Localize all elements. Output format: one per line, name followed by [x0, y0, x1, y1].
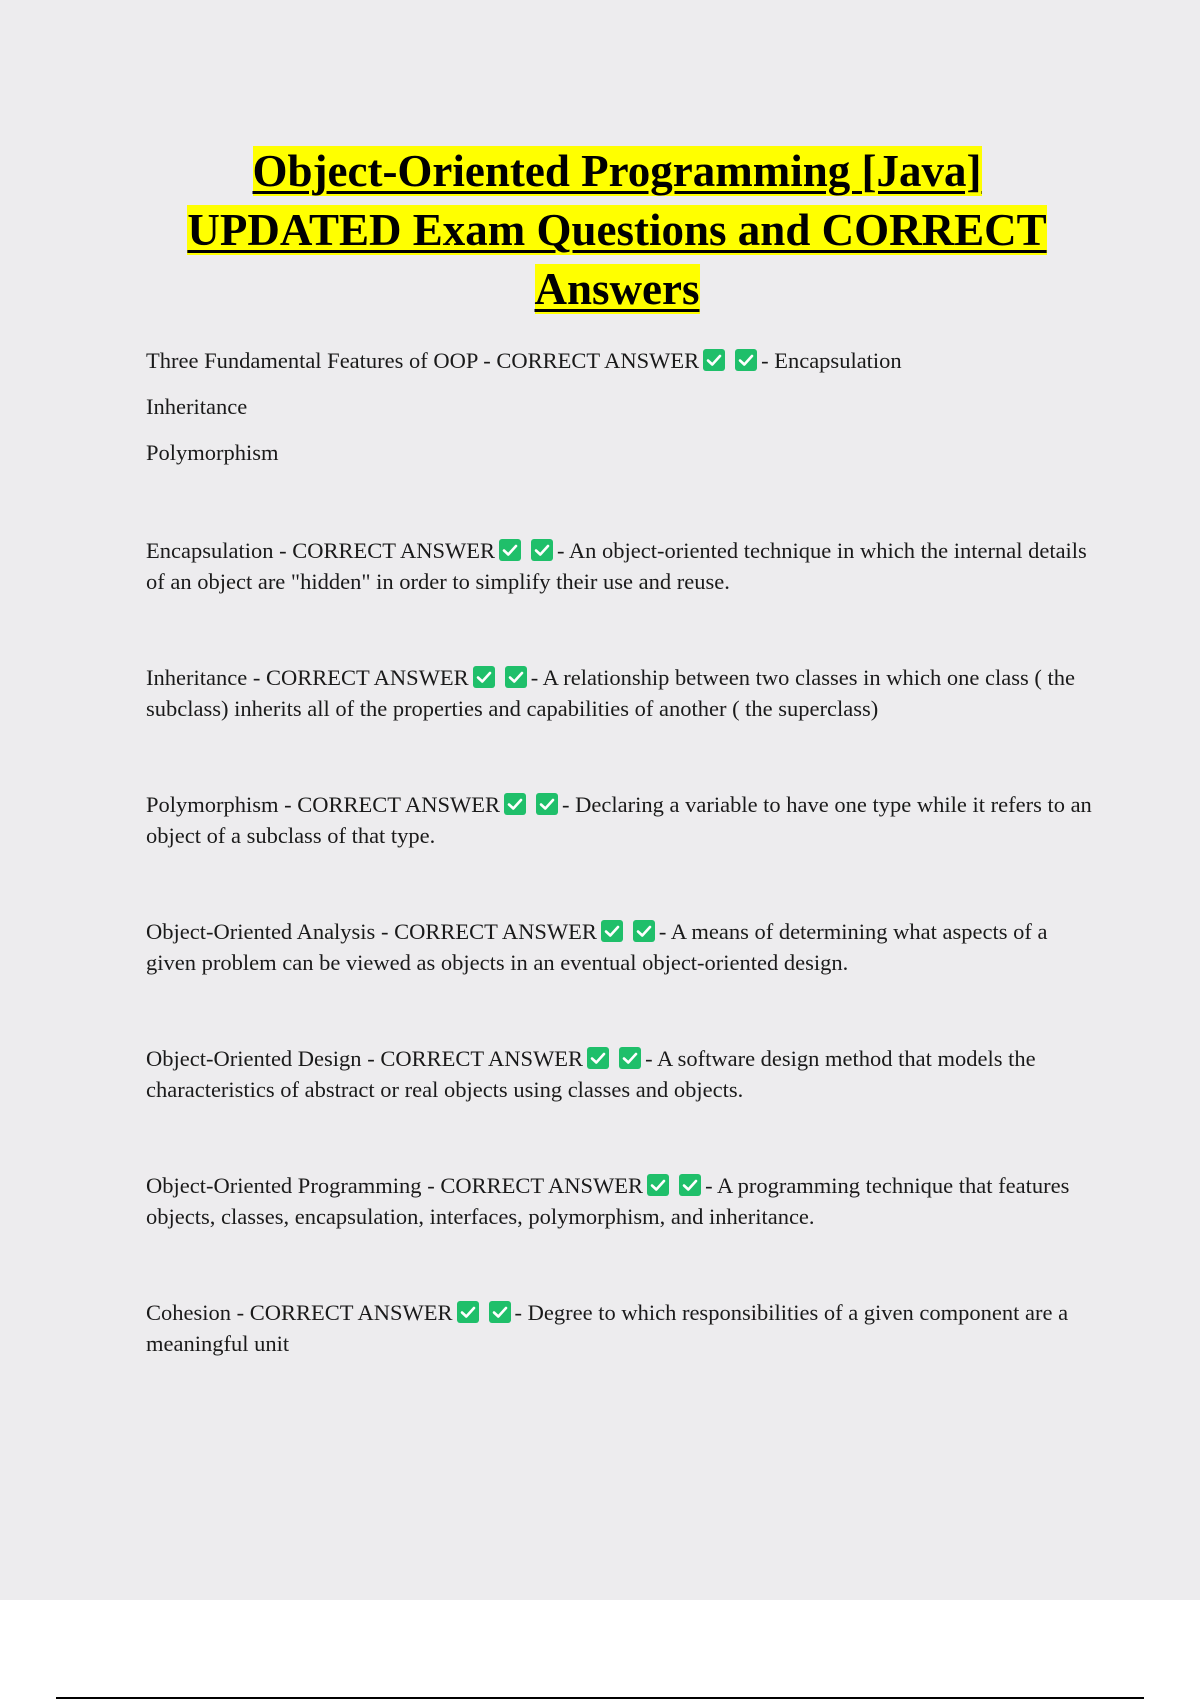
check-icon: [633, 920, 655, 942]
check-icon: [647, 1174, 669, 1196]
check-icon: [587, 1047, 609, 1069]
correct-answer-label: CORRECT ANSWER: [440, 1173, 644, 1198]
term: Inheritance: [146, 665, 248, 690]
qa-entry: Object-Oriented Analysis - CORRECT ANSWER - A means of determining what aspects of a given problem can be viewed as objects in an eventual object-oriented design.: [146, 919, 1048, 975]
correct-answer-label: CORRECT ANSWER: [297, 792, 501, 817]
check-icon: [457, 1301, 479, 1323]
check-icon: [679, 1174, 701, 1196]
term: Object-Oriented Programming: [146, 1173, 422, 1198]
correct-answer-label: CORRECT ANSWER: [394, 919, 597, 944]
answer: A software design method that models the characteristics of abstract or real objects using classes and objects.: [146, 1046, 1036, 1102]
page-bottom-margin: [0, 1600, 1200, 1700]
check-icon: [499, 539, 521, 561]
correct-answer-label: CORRECT ANSWER: [292, 538, 495, 563]
qa-entry: Cohesion - CORRECT ANSWER - Degree to which responsibilities of a given component are a meaningful unit: [146, 1300, 1069, 1356]
qa-entry: Three Fundamental Features of OOP - CORRECT ANSWER - Encapsulation: [146, 348, 902, 373]
answer: An object-oriented technique in which the internal details of an object are "hidden" in order to simplify their use and reuse.: [146, 538, 1087, 594]
title-line-3: Answers: [534, 264, 700, 314]
term: Object-Oriented Design: [146, 1046, 362, 1071]
check-icon: [619, 1047, 641, 1069]
term: Cohesion: [146, 1300, 232, 1325]
answer-line: Inheritance: [146, 394, 248, 419]
answer: A means of determining what aspects of a given problem can be viewed as objects in an eventual object-oriented design.: [146, 919, 1048, 975]
correct-answer-label: CORRECT ANSWER: [380, 1046, 584, 1071]
divider-line: [56, 1697, 1144, 1699]
title-line-1: Object-Oriented Programming [Java]: [252, 146, 982, 196]
answer: Declaring a variable to have one type while it refers to an object of a subclass of that type.: [146, 792, 1092, 848]
answer: Encapsulation: [774, 348, 902, 373]
answer-line: Polymorphism: [146, 440, 279, 465]
check-icon: [473, 666, 495, 688]
check-icon: [703, 349, 725, 371]
check-icon: [735, 349, 757, 371]
check-icon: [505, 666, 527, 688]
check-icon: [601, 920, 623, 942]
correct-answer-label: CORRECT ANSWER: [496, 348, 700, 373]
qa-entry: Inheritance - CORRECT ANSWER - A relationship between two classes in which one class ( the subclass) inherits all of the properties and capabilities of another ( the superclass): [146, 665, 1075, 721]
check-icon: [504, 793, 526, 815]
check-icon: [531, 539, 553, 561]
term: Encapsulation: [146, 538, 274, 563]
qa-entry: Object-Oriented Programming - CORRECT ANSWER - A programming technique that features objects, classes, encapsulation, interfaces, polymorphism, and inheritance.: [146, 1173, 1070, 1229]
term: Three Fundamental Features of OOP: [146, 348, 478, 373]
qa-entry: Encapsulation - CORRECT ANSWER - An object-oriented technique in which the internal details of an object are "hidden" in order to simplify their use and reuse.: [146, 538, 1087, 594]
qa-entry: Object-Oriented Design - CORRECT ANSWER - A software design method that models the characteristics of abstract or real objects using classes and objects.: [146, 1046, 1036, 1102]
answer: A relationship between two classes in which one class ( the subclass) inherits all of the properties and capabilities of another ( the superclass): [146, 665, 1075, 721]
term: Object-Oriented Analysis: [146, 919, 376, 944]
answer: Degree to which responsibilities of a given component are a meaningful unit: [146, 1300, 1069, 1356]
qa-entry: Polymorphism - CORRECT ANSWER - Declaring a variable to have one type while it refers to an object of a subclass of that type.: [146, 792, 1092, 848]
answer: A programming technique that features objects, classes, encapsulation, interfaces, polymorphism, and inheritance.: [146, 1173, 1070, 1229]
correct-answer-label: CORRECT ANSWER: [265, 665, 469, 690]
check-icon: [536, 793, 558, 815]
term: Polymorphism: [146, 792, 279, 817]
check-icon: [489, 1301, 511, 1323]
document-title: [80, 142, 1154, 319]
title-line-2: UPDATED Exam Questions and CORRECT: [187, 205, 1047, 255]
correct-answer-label: CORRECT ANSWER: [249, 1300, 453, 1325]
